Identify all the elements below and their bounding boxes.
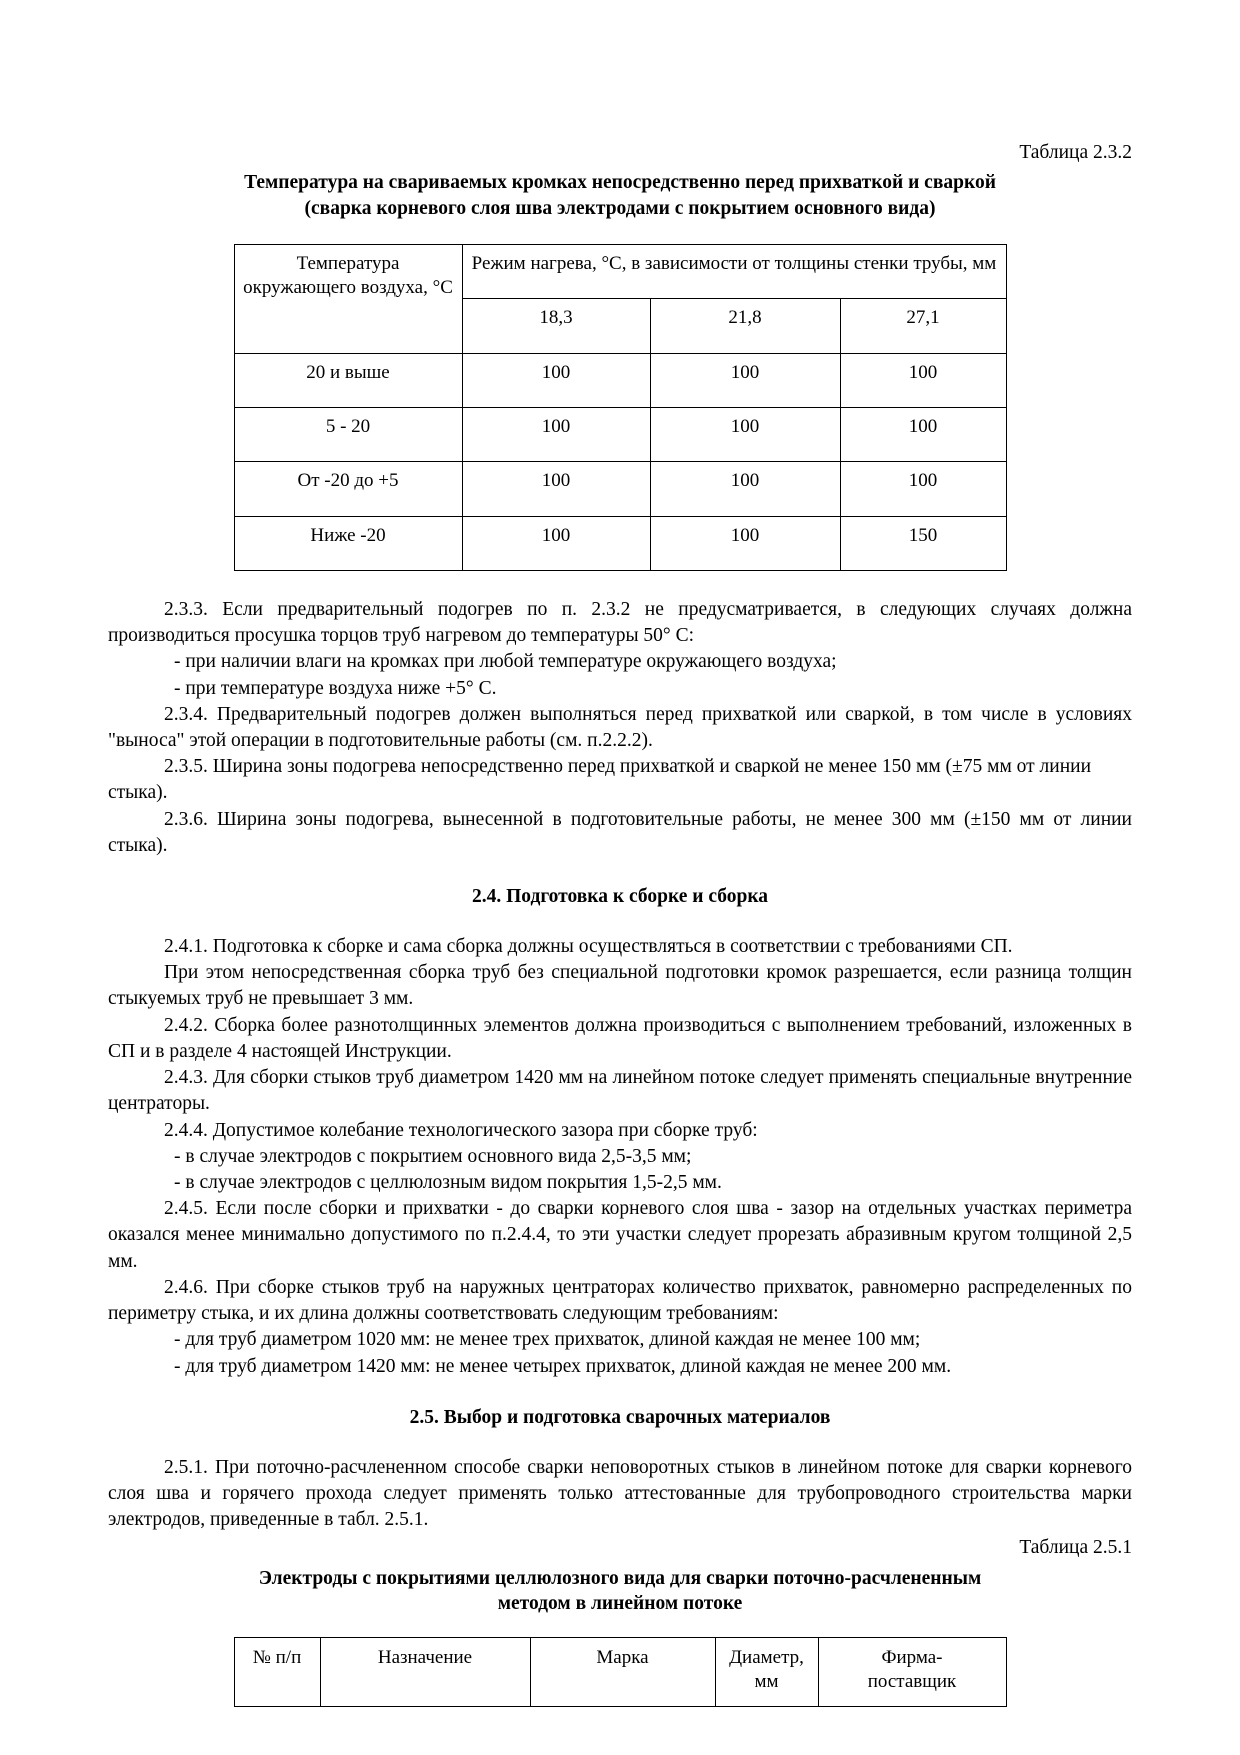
table-232-row0-val2: 100 <box>840 353 1006 407</box>
table-row <box>234 407 1006 461</box>
paragraph-246: 2.4.6. При сборке стыков труб на наружных центраторах количество прихваток, равномерно распределенных по периметру стыка, и их длина должны соответствовать следующим требованиям: <box>108 1276 1132 1325</box>
paragraph-group-233 <box>108 597 1132 859</box>
table-row-header-top <box>234 244 1006 298</box>
paragraph-244-dash-1: - в случае электродов с покрытием основного вида 2,5-3,5 мм; <box>174 1145 692 1167</box>
table-251-header-2: Марка <box>530 1638 715 1707</box>
table-232-row3-val2: 150 <box>840 516 1006 570</box>
paragraph-244: 2.4.4. Допустимое колебание технологического зазора при сборке труб: <box>164 1119 758 1141</box>
table-row <box>234 462 1006 516</box>
table-232-header-span: Режим нагрева, °С, в зависимости от толщины стенки трубы, мм <box>462 244 1006 298</box>
table-251-title <box>108 1566 1132 1618</box>
table-232 <box>234 244 1007 571</box>
table-232-row1-val1: 100 <box>650 407 840 461</box>
table-232-row1-val2: 100 <box>840 407 1006 461</box>
paragraph-236: 2.3.6. Ширина зоны подогрева, вынесенной в подготовительные работы, не менее 300 мм (±150 мм от линии стыка). <box>108 808 1132 856</box>
paragraph-233-dash-2: - при температуре воздуха ниже +5° С. <box>174 677 497 699</box>
table-232-title-line1: Температура на свариваемых кромках непосредственно перед прихваткой и сваркой <box>244 172 996 194</box>
table-251-title-line1: Электроды с покрытиями целлюлозного вида для сварки поточно-расчлененным <box>258 1567 982 1589</box>
table-232-row0-val0: 100 <box>462 353 650 407</box>
table-232-row3-label: Ниже -20 <box>234 516 462 570</box>
page-content <box>108 140 1132 1707</box>
table-232-row3-val1: 100 <box>650 516 840 570</box>
table-232-row2-val1: 100 <box>650 462 840 516</box>
paragraph-242: 2.4.2. Сборка более разнотолщинных элементов должна производиться с выполнением требований, изложенных в СП и в разделе 4 настоящей Инструкции. <box>108 1014 1132 1062</box>
table-232-thickness-2: 27,1 <box>840 299 1006 353</box>
table-232-row1-val0: 100 <box>462 407 650 461</box>
paragraph-246-dash-1: - для труб диаметром 1020 мм: не менее трех прихваток, длиной каждая не менее 100 мм; <box>174 1329 921 1351</box>
table-232-row0-label: 20 и выше <box>234 353 462 407</box>
table-251-header-4 <box>818 1638 1006 1707</box>
paragraph-241: 2.4.1. Подготовка к сборке и сама сборка должны осуществляться в соответствии с требованиями СП. <box>164 936 1013 958</box>
table-row-header <box>234 1638 1006 1707</box>
table-251-header-4-line1: Фирма- <box>881 1647 943 1669</box>
table-232-row2-val0: 100 <box>462 462 650 516</box>
paragraph-243: 2.4.3. Для сборки стыков труб диаметром 1420 мм на линейном потоке следует применять специальные внутренние центраторы. <box>108 1067 1132 1115</box>
paragraph-235: 2.3.5. Ширина зоны подогрева непосредственно перед прихваткой и сваркой не менее 150 мм (±75 мм от линии стыка). <box>108 756 1092 804</box>
table-232-row1-label: 5 - 20 <box>234 407 462 461</box>
paragraph-245: 2.4.5. Если после сборки и прихватки - до сварки корневого слоя шва - зазор на отдельных участках периметра оказался менее минимально допустимого по п.2.4.4, то эти участки следует прорезать абразивным кругом толщиной 2,5 мм. <box>108 1198 1132 1272</box>
table-251-number: Таблица 2.5.1 <box>1019 1537 1132 1559</box>
table-row <box>234 353 1006 407</box>
heading-section-2-5: 2.5. Выбор и подготовка сварочных материалов <box>409 1406 831 1428</box>
table-251-header-3 <box>715 1638 818 1707</box>
paragraph-233-dash-1: - при наличии влаги на кромках при любой температуре окружающего воздуха; <box>174 651 837 673</box>
paragraph-241b: При этом непосредственная сборка труб без специальной подготовки кромок разрешается, если разница толщин стыкуемых труб не превышает 3 мм. <box>108 962 1132 1010</box>
table-251 <box>234 1637 1007 1707</box>
table-232-header-col0: Температура окружающего воздуха, °С <box>234 244 462 353</box>
table-232-thickness-1: 21,8 <box>650 299 840 353</box>
table-232-row0-val1: 100 <box>650 353 840 407</box>
table-232-thickness-0: 18,3 <box>462 299 650 353</box>
table-232-number: Таблица 2.3.2 <box>1019 142 1132 163</box>
table-251-title-line2: методом в линейном потоке <box>497 1593 743 1615</box>
paragraph-group-24 <box>108 934 1132 1380</box>
paragraph-244-dash-2: - в случае электродов с целлюлозным видом покрытия 1,5-2,5 мм. <box>174 1172 722 1193</box>
table-row <box>234 516 1006 570</box>
paragraph-234: 2.3.4. Предварительный подогрев должен выполняться перед прихваткой или сваркой, в том числе в условиях "выноса" этой операции в подготовительные работы (см. п.2.2.2). <box>108 703 1132 751</box>
spacer-after-table-232 <box>108 571 1132 597</box>
paragraph-251: 2.5.1. При поточно-расчлененном способе сварки неповоротных стыков в линейном потоке для сварки корневого слоя шва и горячего прохода следует применять только аттестованные для трубопроводного строительства марки электродов, приведенные в табл. 2.5.1. <box>108 1456 1132 1531</box>
table-232-row2-label: От -20 до +5 <box>234 462 462 516</box>
table-232-title <box>108 170 1132 222</box>
table-232-title-line2: (сварка корневого слоя шва электродами с покрытием основного вида) <box>304 198 936 220</box>
table-251-header-3-line2: мм <box>754 1671 779 1693</box>
table-251-header-4-line2: поставщик <box>867 1671 957 1693</box>
table-251-header-0: № п/п <box>234 1638 320 1707</box>
table-232-row2-val2: 100 <box>840 462 1006 516</box>
table-232-row3-val0: 100 <box>462 516 650 570</box>
heading-section-2-4: 2.4. Подготовка к сборке и сборка <box>471 886 769 908</box>
table-251-header-1: Назначение <box>320 1638 530 1707</box>
paragraph-233: 2.3.3. Если предварительный подогрев по п. 2.3.2 не предусматривается, в следующих случаях должна производиться просушка торцов труб нагревом до температуры 50° С: <box>108 598 1132 647</box>
table-251-header-3-line1: Диаметр, <box>729 1647 804 1669</box>
paragraph-246-dash-2: - для труб диаметром 1420 мм: не менее четырех прихваток, длиной каждая не менее 200 мм. <box>174 1355 952 1377</box>
